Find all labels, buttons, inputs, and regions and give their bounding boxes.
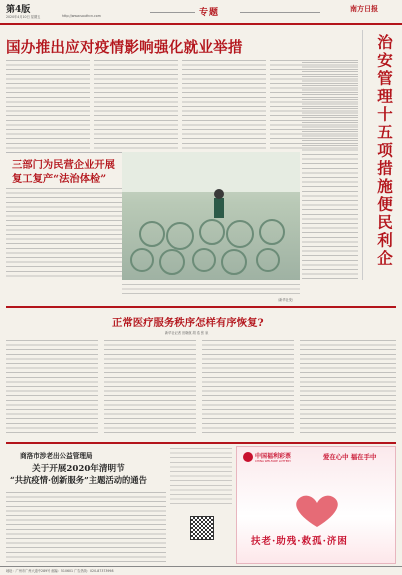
right-column-body (302, 60, 358, 280)
lottery-brand-en: CHINA WELFARE LOTTERY (255, 459, 291, 463)
date-line: 2020年4月10日 星期五 (6, 15, 41, 19)
lottery-sign-text: 扶老·助残·救孤·济困 (251, 536, 348, 547)
lottery-brand: 中国福利彩票 (255, 453, 292, 460)
lottery-logo-icon (243, 452, 253, 462)
hand-heart-illustration (287, 489, 347, 529)
medical-body (6, 338, 396, 436)
lottery-ad (236, 446, 396, 564)
photo-credit: （新华社发） (276, 298, 296, 302)
section-label: 专题 (199, 8, 220, 18)
lottery-slogan: 爱在心中 福在手中 (323, 453, 377, 461)
vertical-headline: 治安管理十五项措施便民利企 (375, 34, 394, 268)
qr-code (190, 516, 214, 540)
photo-caption (122, 282, 300, 296)
notice-box (6, 446, 166, 564)
notice-org: 商洛市涉老出公益管理局 (20, 452, 93, 460)
medical-byline: 新华社记者 田晓航 胡 浩 张 泉 (165, 331, 209, 335)
site-line: http://www.southcn.com (62, 14, 101, 18)
page-number: 第4版 (6, 5, 31, 15)
notice-title-2: “共抗疫情·创新服务”主题活动的通告 (10, 475, 147, 485)
masthead (0, 0, 402, 24)
medical-title: 正常医疗服务秩序怎样有序恢复? (112, 317, 264, 329)
factory-photo (122, 152, 300, 280)
sanbumen-title-1: 三部门为民营企业开展 (12, 159, 115, 171)
sanbumen-title-2: 复工复产“法治体检” (12, 173, 107, 185)
sanbumen-body (6, 186, 122, 280)
ad-mid-column (170, 446, 232, 564)
main-headline: 国办推出应对疫情影响强化就业举措 (6, 39, 243, 56)
notice-title-1: 关于开展2020年清明节 (32, 464, 125, 474)
footer: 地址：广州市广州大道中289号 邮编：510601 广告热线：020-87373998 (6, 569, 114, 573)
paper-name: 南方日报 (350, 4, 378, 13)
